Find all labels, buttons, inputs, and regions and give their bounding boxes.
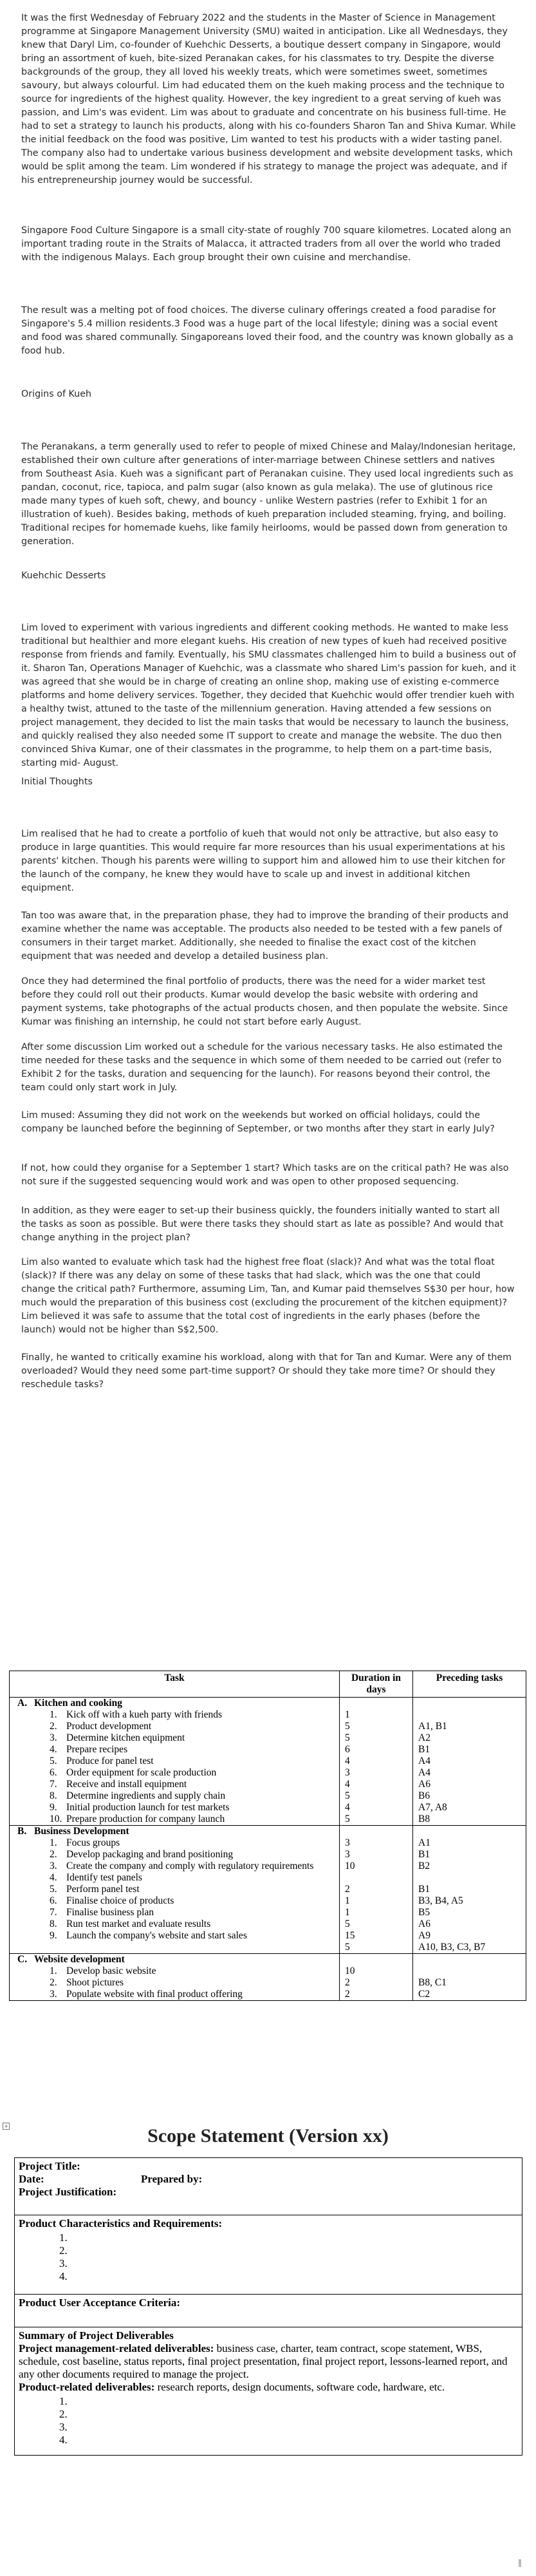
melting-pot-paragraph: The result was a melting pot of food choices. The diverse culinary offerings created a food paradise for Singapore's 5.4 million residents.3 Food was a huge part of the local lifestyle; dining was a social event and food was shared communally. Singaporeans loved their food, and the country was known globally as a food hub.: [21, 305, 513, 356]
task-section-row: [10, 1954, 526, 2001]
task-preceding: B2: [418, 1861, 430, 1871]
task-number: 1.: [50, 1965, 57, 1976]
deliverables-label: Summary of Project Deliverables: [19, 2329, 174, 2342]
task-preceding: [418, 1709, 526, 1721]
task-table: [9, 1671, 526, 2001]
task-preceding: A6: [418, 1779, 430, 1790]
date-label: Date:: [19, 2173, 44, 2185]
table-resize-handle[interactable]: [519, 2559, 521, 2567]
task-name: Determine kitchen equipment: [66, 1732, 185, 1743]
task-section-title: [10, 1698, 339, 1709]
task-preceding: B6: [418, 1790, 430, 1801]
section-heading-initial-thoughts: Initial Thoughts: [21, 777, 93, 787]
product-deliverables-body: research reports, design documents, software code, hardware, etc.: [154, 2381, 445, 2393]
task-duration: 5: [345, 1918, 350, 1929]
date-prepared-line: [19, 2173, 518, 2186]
project-title-label: Project Title:: [19, 2160, 80, 2172]
task-preceding: B1: [418, 1744, 430, 1755]
task-item: [10, 1814, 339, 1825]
task-name: Determine ingredients and supply chain: [66, 1790, 226, 1801]
task-preceding: B8, C1: [418, 1977, 447, 1988]
scope-row-acceptance: [15, 2295, 522, 2327]
portfolio-paragraph: Lim realised that he had to create a portfolio of kueh that would not only be attractive, but also easy to produce in large quantities. This would require far more resources than his usual experimentations at his parents' kitchen. Though his parents were willing to support him and allowed him to use their kitchen for the launch of the company, he knew they would have to scale up and invest in additional kitchen equipment.: [21, 829, 506, 893]
product-deliverables-list: [19, 2395, 518, 2447]
task-name: Kick off with a kueh party with friends: [66, 1709, 223, 1720]
task-name: Run test market and evaluate results: [66, 1918, 211, 1929]
product-deliverables-list-item[interactable]: [70, 2421, 518, 2434]
intro-paragraph: It was the first Wednesday of February 2022 and the students in the Master of Science in Management programme at Singapore Management University (SMU) waited in anticipation. Like all Wednesdays, they knew that Daryl Lim, co-founder of Kuehchic Desserts, a boutique dessert company in Singapore, would bring an assortment of kueh, bite-sized Peranakan cakes, for his classmates to try. Despite the diverse backgrounds of the group, they all loved his weekly treats, which were sometimes sweet, sometimes savoury, but always colourful. Lim had educated them on the kueh making process and the technique to source for ingredients of the highest quality. However, the key ingredient to a great serving of kueh was passion, and Lim's was evident. Lim was about to graduate and concentrate on his business full-time. He had to set a strategy to launch his products, along with his co-founders Sharon Tan and Shiva Kumar. While the initial feedback on the food was positive, Lim wanted to test his products with a wider tasting panel. The company also had to undertake various business development and website development tasks, which would be split among the team. Lim wondered if his strategy to manage the project was adequate, and if his entrepreneurship journey would be successful.: [21, 13, 516, 185]
task-name: Perform panel test: [66, 1884, 140, 1895]
task-number: 4.: [50, 1744, 57, 1755]
task-preceding: B5: [418, 1907, 430, 1918]
section-heading-kuehchic: Kuehchic Desserts: [21, 571, 106, 581]
task-preceding: B1: [418, 1849, 430, 1860]
task-number: 2.: [50, 1721, 57, 1732]
characteristics-list-item[interactable]: [70, 2257, 518, 2270]
task-duration: 4: [345, 1756, 350, 1766]
pm-deliverables-text: [19, 2342, 518, 2381]
task-item: [10, 1802, 339, 1814]
task-number: 7.: [50, 1779, 57, 1790]
task-number: 9.: [50, 1930, 57, 1941]
characteristics-list-item[interactable]: [70, 2231, 518, 2244]
task-preceding: [418, 1965, 526, 1977]
task-name: Receive and install equipment: [66, 1779, 187, 1790]
characteristics-list: [19, 2231, 518, 2283]
product-deliverables-text: [19, 2381, 518, 2394]
scope-deliverables-cell: [15, 2327, 522, 2456]
task-number: 5.: [50, 1884, 57, 1895]
portfolio-final-paragraph: Once they had determined the final portfolio of products, there was the need for a wider market test before they could roll out their products. Kumar would develop the basic website with ordering and payment systems, take photographs of the actual products chosen, and then populate the website. Since Kumar was finishing an internship, he could not start before early August.: [21, 976, 508, 1027]
prepared-by-label: Prepared by:: [141, 2173, 203, 2185]
task-duration: 10: [345, 1965, 355, 1976]
task-duration: 3: [345, 1767, 350, 1778]
task-item: [10, 1895, 339, 1907]
food-culture-paragraph: Singapore Food Culture Singapore is a small city-state of roughly 700 square kilometres. Located along an important trading route in the Straits of Malacca, it attracted traders from all over the world who traded with the indigenous Malays. Each group brought their own cuisine and merchandise.: [21, 225, 512, 263]
task-number: 8.: [50, 1790, 57, 1801]
task-number: 8.: [50, 1918, 57, 1929]
task-duration: 6: [345, 1744, 350, 1755]
task-item: [10, 1767, 339, 1779]
task-duration: 1: [345, 1907, 350, 1918]
task-number: 2.: [50, 1977, 57, 1988]
task-duration: 4: [345, 1779, 350, 1790]
task-number: 6.: [50, 1767, 57, 1778]
scope-acceptance-cell: [15, 2295, 522, 2327]
workload-paragraph: Finally, he wanted to critically examine his workload, along with that for Tan and Kumar. Were any of them overloaded? Would they need some part-time support? Or should they take more time? Or should they reschedule tasks?: [21, 1352, 512, 1390]
task-duration: 1: [345, 1895, 350, 1906]
characteristics-label: Product Characteristics and Requirements:: [19, 2217, 223, 2230]
task-number: 3.: [50, 1861, 57, 1871]
task-section-name: Business Development: [34, 1826, 129, 1837]
product-deliverables-list-item[interactable]: [70, 2408, 518, 2421]
task-number: 10.: [50, 1814, 62, 1824]
task-duration: 5: [345, 1814, 350, 1824]
preceding-cell: [413, 1698, 526, 1826]
task-preceding: A2: [418, 1732, 430, 1743]
pm-deliverables-label: Project management-related deliverables:: [19, 2342, 214, 2354]
peranakan-paragraph: The Peranakans, a term generally used to refer to people of mixed Chinese and Malay/Indonesian heritage, established their own culture after generations of inter-marriage between Chinese settlers and natives from Southeast Asia. Kueh was a significant part of Peranakan cuisine. They used local ingredients such as pandan, coconut, rice, tapioca, and palm sugar (also known as gula melaka). The use of glutinous rice made many types of kueh soft, chewy, and bouncy - unlike Western pastries (refer to Exhibit 1 for an illustration of kueh). Besides baking, methods of kueh preparation included steaming, frying, and boiling. Traditional recipes for homemade kuehs, like family heirlooms, would be passed down from generation to generation.: [21, 442, 516, 547]
task-item: [10, 1918, 339, 1930]
task-section-letter: A.: [17, 1698, 28, 1709]
task-item: [10, 1861, 339, 1872]
duration-cell: [340, 1698, 413, 1826]
task-number: 3.: [50, 1732, 57, 1743]
task-name: Order equipment for scale production: [66, 1767, 217, 1778]
schedule-paragraph: After some discussion Lim worked out a schedule for the various necessary tasks. He also estimated the time needed for these tasks and the sequence in which some of them needed to be carried out (refer to Exhibit 2 for the tasks, duration and sequencing for the launch). For reasons beyond their control, the team could only start work in July.: [21, 1042, 503, 1093]
product-deliverables-label: Product-related deliverables:: [19, 2381, 155, 2393]
task-duration: 5: [345, 1732, 350, 1743]
task-duration: 5: [345, 1721, 350, 1732]
duration-column-header: Duration in days: [340, 1671, 413, 1698]
task-preceding: A7, A8: [418, 1802, 447, 1813]
start-late-paragraph: In addition, as they were eager to set-up their business quickly, the founders initially wanted to start all the tasks as soon as possible. But were there tasks they should start as late as possible? And would that change anything in the project plan?: [21, 1206, 504, 1243]
task-section-cell: [10, 1826, 340, 1954]
launch-question-paragraph: Lim mused: Assuming they did not work on the weekends but worked on official holidays, could the company be launched before the beginning of September, or two months after they start in early July?: [21, 1110, 495, 1134]
scope-statement-heading: Scope Statement (Version xx): [147, 2125, 389, 2146]
acceptance-label: Product User Acceptance Criteria:: [19, 2297, 180, 2309]
task-name: Finalise business plan: [66, 1907, 154, 1918]
task-section-letter: C.: [17, 1954, 28, 1965]
task-duration: 5: [345, 1942, 350, 1953]
scope-row-deliverables: [15, 2327, 522, 2456]
task-duration: 2: [345, 1989, 350, 2000]
task-item: [10, 1849, 339, 1861]
task-name: Shoot pictures: [66, 1977, 124, 1988]
branding-paragraph: Tan too was aware that, in the preparation phase, they had to improve the branding of their products and examine whether the name was acceptable. The products also needed to be tested with a few panels of consumers in their target market. Additionally, she needed to finalise the exact cost of the kitchen equipment that was needed and develop a detailed business plan.: [21, 911, 509, 961]
task-preceding: A4: [418, 1756, 430, 1766]
scope-row-title: [15, 2158, 522, 2215]
task-number: 6.: [50, 1895, 57, 1906]
task-column-header: Task: [10, 1671, 340, 1698]
task-item: [10, 1977, 339, 1989]
task-item: [10, 1721, 339, 1732]
task-name: Develop packaging and brand positioning: [66, 1849, 234, 1860]
task-preceding: A6: [418, 1918, 430, 1929]
task-name: Launch the company's website and start sales: [66, 1930, 247, 1941]
task-name: Create the company and comply with regulatory requirements: [66, 1861, 314, 1871]
task-section-name: Kitchen and cooking: [34, 1698, 122, 1709]
task-duration: 3: [345, 1837, 350, 1848]
pm-deliverables-body: business case, charter, team contract, scope statement, WBS, schedule, cost baseline, status reports, final project presentation, final project report, lessons-learned report, and any other documents required to manage the project.: [19, 2342, 508, 2380]
task-preceding: B8: [418, 1814, 430, 1824]
task-item: [10, 1884, 339, 1895]
duration-cell: [340, 1826, 413, 1954]
task-item: [10, 1744, 339, 1756]
task-name: Product development: [66, 1721, 152, 1732]
task-name: Prepare recipes: [66, 1744, 128, 1755]
preceding-column-header: Preceding tasks: [413, 1671, 526, 1698]
task-name: Finalise choice of products: [66, 1895, 174, 1906]
task-number: 3.: [50, 1989, 57, 2000]
task-number: 9.: [50, 1802, 57, 1813]
table-move-handle-icon[interactable]: +: [3, 2123, 10, 2130]
task-duration: 5: [345, 1790, 350, 1801]
scope-characteristics-cell: [15, 2215, 522, 2295]
product-deliverables-list-item[interactable]: [70, 2434, 518, 2447]
task-name: Identify test panels: [66, 1872, 142, 1883]
task-section-title: [10, 1954, 339, 1965]
task-preceding: A1, B1: [418, 1721, 447, 1732]
preceding-cell: [413, 1954, 526, 2001]
task-name: Prepare production for company launch: [66, 1814, 225, 1824]
task-name: Develop basic website: [66, 1965, 156, 1976]
task-item: [10, 1709, 339, 1721]
task-item: [10, 1756, 339, 1767]
section-heading-origins: Origins of Kueh: [21, 389, 92, 399]
task-item: [10, 1930, 339, 1942]
task-section-letter: B.: [17, 1826, 27, 1837]
justification-label: Project Justification:: [19, 2186, 117, 2198]
task-section-cell: [10, 1954, 340, 2001]
task-number: 1.: [50, 1837, 57, 1848]
task-number: 1.: [50, 1709, 57, 1720]
task-item: [10, 1779, 339, 1790]
task-section-row: [10, 1698, 526, 1826]
duration-cell: [340, 1954, 413, 2001]
task-item: [10, 1989, 339, 2000]
task-table-header-row: [10, 1671, 526, 1698]
characteristics-list-item[interactable]: [70, 2270, 518, 2283]
task-duration: 1: [345, 1709, 350, 1720]
task-number: 4.: [50, 1872, 57, 1883]
task-duration: 3: [345, 1849, 350, 1860]
task-section-cell: [10, 1698, 340, 1826]
task-duration: 4: [345, 1802, 350, 1813]
task-section-title: [10, 1826, 339, 1837]
task-preceding: B3, B4, A5: [418, 1895, 463, 1906]
task-name: Populate website with final product offering: [66, 1989, 243, 2000]
task-number: 7.: [50, 1907, 57, 1918]
task-item: [10, 1837, 339, 1849]
task-preceding: A10, B3, C3, B7: [418, 1942, 486, 1953]
task-duration: 15: [345, 1930, 355, 1941]
task-name: Produce for panel test: [66, 1756, 154, 1766]
task-number: 5.: [50, 1756, 57, 1766]
task-preceding: A4: [418, 1767, 430, 1778]
product-deliverables-list-item[interactable]: [70, 2395, 518, 2408]
scope-row-characteristics: [15, 2215, 522, 2295]
characteristics-list-item[interactable]: [70, 2244, 518, 2257]
kuehchic-paragraph: Lim loved to experiment with various ingredients and different cooking methods. He wanted to make less traditional but healthier and more elegant kuehs. His creation of new types of kueh had received positive response from friends and family. Eventually, his SMU classmates challenged him to build a business out of it. Sharon Tan, Operations Manager of Kuehchic, was a classmate who shared Lim's passion for kueh, and it was agreed that she would be in charge of creating an online shop, making use of existing e-commerce platforms and home delivery services. Together, they decided that Kuehchic would offer trendier kueh with a healthy twist, attuned to the taste of the millennium generation. Having attended a few sessions on project management, they decided to list the main tasks that would be necessary to launch the business, and quickly realised they also needed some IT support to create and manage the website. The duo then convinced Shiva Kumar, one of their classmates in the programme, to help them on a part-time basis, starting mid- August.: [21, 623, 516, 768]
task-item: [10, 1872, 339, 1884]
task-item: [10, 1790, 339, 1802]
task-item: [10, 1907, 339, 1918]
critical-path-paragraph: If not, how could they organise for a September 1 start? Which tasks are on the critical path? He was also not sure if the suggested sequencing would work and was open to other proposed sequencing.: [21, 1163, 509, 1187]
task-section-name: Website development: [34, 1954, 125, 1965]
task-preceding: C2: [418, 1989, 430, 2000]
task-duration: 10: [345, 1861, 355, 1871]
task-duration: 2: [345, 1884, 350, 1895]
task-item: [10, 1732, 339, 1744]
task-preceding: A1: [418, 1837, 430, 1848]
preceding-cell: [413, 1826, 526, 1954]
task-preceding: B1: [418, 1884, 430, 1895]
task-name: Focus groups: [66, 1837, 120, 1848]
task-preceding: A9: [418, 1930, 430, 1941]
task-name: Initial production launch for test markets: [66, 1802, 230, 1813]
task-number: 2.: [50, 1849, 57, 1860]
scope-statement-table: [14, 2157, 522, 2456]
scope-title-cell: [15, 2158, 522, 2215]
task-section-row: [10, 1826, 526, 1954]
task-duration: 2: [345, 1977, 350, 1988]
task-item: [10, 1965, 339, 1977]
float-cost-paragraph: Lim also wanted to evaluate which task had the highest free float (slack)? And what was the total float (slack)? If there was any delay on some of these tasks that had slack, which was the one that could change the critical path? Furthermore, assuming Lim, Tan, and Kumar paid themselves S$30 per hour, how much would the preparation of this business cost (excluding the procurement of the kitchen equipment)? Lim believed it was safe to assume that the total cost of ingredients in the early phases (before the launch) would not be higher than S$2,500.: [21, 1257, 515, 1335]
